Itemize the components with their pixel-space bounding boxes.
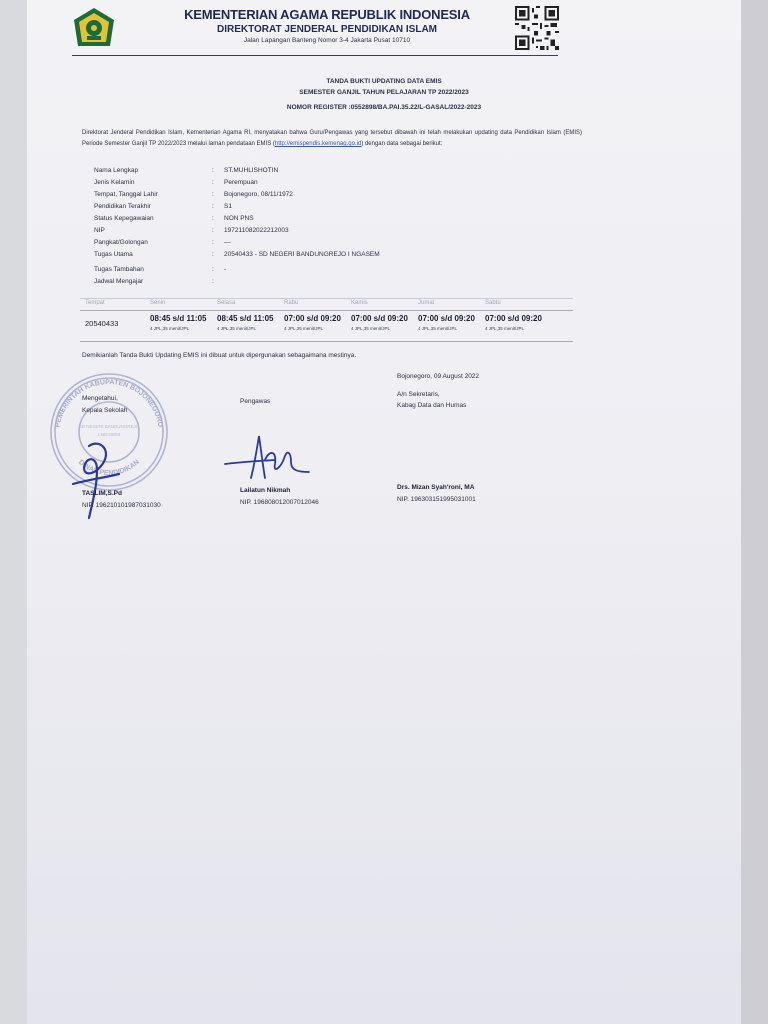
schedule-time: 07:00 s/d 09:20 — [351, 314, 408, 323]
schedule-data-row — [80, 310, 573, 342]
schedule-cell-sabtu — [485, 314, 542, 331]
field-value: 20540433 - SD NEGERI BANDUNGREJO I NGASEM — [224, 251, 380, 258]
field-separator: : — [212, 278, 214, 285]
schedule-cell-senin — [150, 314, 206, 331]
schedule-header-cell: Kamis — [351, 300, 368, 306]
schedule-header-cell: Rabu — [284, 300, 299, 306]
supervisor-nip: NIP. 196808012007012046 — [240, 499, 319, 506]
register-number: NOMOR REGISTER :0552898/BA.PAI.35.22/L-GASAL/2022-2023 — [286, 104, 482, 111]
svg-text:PEMERINTAH KABUPATEN BOJONEGOR: PEMERINTAH KABUPATEN BOJONEGORO — [54, 378, 164, 428]
supervisor-signature-icon — [221, 428, 321, 488]
official-name: Drs. Mizan Syah'roni, MA — [397, 484, 475, 491]
schedule-cell-selasa — [217, 314, 273, 331]
page-edge-left — [0, 0, 27, 1024]
secretary-on-behalf: A/n Sekretaris, — [397, 391, 440, 398]
principal-title: Kepala Sekolah — [82, 407, 128, 414]
svg-text:SD NEGERI BANDUNGREJO: SD NEGERI BANDUNGREJO — [78, 424, 140, 429]
secretary-title: Kabag Data dan Humas — [397, 402, 467, 409]
field-label: NIP — [94, 227, 105, 234]
schedule-jpl: 4 JPL,35 menit/JPL — [485, 326, 525, 331]
schedule-jpl: 4 JPL,35 menit/JPL — [351, 326, 391, 331]
field-value: - — [224, 266, 227, 273]
field-value: — — [224, 239, 231, 246]
field-label: Pendidikan Terakhir — [94, 203, 151, 210]
schedule-header-cell: Senin — [150, 300, 166, 306]
supervisor-title: Pengawas — [240, 398, 271, 405]
schedule-time: 07:00 s/d 09:20 — [485, 314, 542, 323]
ministry-address: Jalan Lapangan Banteng Nomor 3-4 Jakarta Pusat 10710 — [243, 37, 411, 44]
supervisor-name: Lailatun Nikmah — [240, 487, 291, 494]
field-label: Status Kepegawaian — [94, 215, 154, 222]
document-title: TANDA BUKTI UPDATING DATA EMIS — [326, 78, 442, 85]
schedule-cell-jumat — [418, 314, 475, 331]
document-semester: SEMESTER GANJIL TAHUN PELAJARAN TP 2022/2023 — [299, 89, 469, 96]
directorate-name: DIREKTORAT JENDERAL PENDIDIKAN ISLAM — [216, 24, 437, 35]
principal-name: TASLIM,S.Pd — [82, 490, 122, 497]
school-code-cell: 20540433 — [85, 319, 119, 328]
schedule-cell-kamis — [351, 314, 408, 331]
field-value: ST.MUHLISHOTIN — [224, 167, 279, 174]
emis-link[interactable]: http://emispendis.kemenag.go.id — [274, 141, 362, 147]
schedule-time: 07:00 s/d 09:20 — [284, 314, 341, 323]
schedule-header-cell: Sabtu — [485, 300, 501, 306]
ministry-name: KEMENTERIAN AGAMA REPUBLIK INDONESIA — [184, 7, 470, 22]
schedule-header-cell: Jumat — [418, 300, 435, 306]
header-divider — [72, 55, 558, 56]
field-label: Tugas Utama — [94, 251, 133, 258]
schedule-cell-rabu — [284, 314, 341, 331]
field-separator: : — [212, 203, 214, 210]
principal-acknowledgment: Mengetahui, — [82, 395, 118, 402]
field-separator: : — [212, 215, 214, 222]
qr-code-icon — [515, 6, 559, 50]
schedule-header-row — [80, 298, 573, 309]
official-nip: NIP. 196303151995031001 — [397, 496, 476, 503]
intro-text-end: ) dengan data sebagai berikut: — [361, 141, 443, 147]
field-value: NON PNS — [224, 215, 254, 222]
schedule-jpl: 4 JPL,35 menit/JPL — [217, 326, 257, 331]
schedule-jpl: 4 JPL,35 menit/JPL — [150, 326, 190, 331]
field-value: Bojonegoro, 08/11/1972 — [224, 191, 293, 198]
schedule-time: 07:00 s/d 09:20 — [418, 314, 475, 323]
kemenag-emblem-icon — [70, 6, 118, 54]
svg-text:DINAS PENDIDIKAN: DINAS PENDIDIKAN — [77, 458, 141, 477]
field-value: 197211082022212003 — [224, 227, 289, 234]
field-separator: : — [212, 251, 214, 258]
field-separator: : — [212, 239, 214, 246]
schedule-header-cell: Selasa — [217, 300, 236, 306]
field-separator: : — [212, 227, 214, 234]
schedule-jpl: 4 JPL,35 menit/JPL — [418, 326, 458, 331]
schedule-time: 08:45 s/d 11:05 — [150, 314, 207, 323]
schedule-header-cell: Tempat — [85, 300, 105, 306]
closing-statement: Demikianlah Tanda Bukti Updating EMIS ini dibuat untuk dipergunakan sebagaimana mestinya. — [82, 352, 357, 359]
field-label: Tugas Tambahan — [94, 266, 144, 273]
field-label: Jenis Kelamin — [94, 179, 135, 186]
schedule-time: 08:45 s/d 11:05 — [217, 314, 274, 323]
field-value: S1 — [224, 203, 232, 210]
field-separator: : — [212, 191, 214, 198]
principal-signature-icon — [67, 434, 127, 524]
svg-text:I NGASEM: I NGASEM — [97, 432, 121, 437]
page-edge-right — [741, 0, 768, 1024]
field-separator: : — [212, 266, 214, 273]
field-separator: : — [212, 179, 214, 186]
principal-nip: NIP. 196210101987031030 — [82, 502, 161, 509]
schedule-jpl: 4 JPL,35 menit/JPL — [284, 326, 324, 331]
field-label: Nama Lengkap — [94, 167, 139, 174]
field-label: Pangkat/Golongan — [94, 239, 148, 246]
field-separator: : — [212, 167, 214, 174]
intro-text-start: Direktorat Jenderal Pendidikan Islam, Kementerian Agama RI, menyatakan bahwa Guru/Pengawas yang tersebut dibawah ini telah melakukan updating data Pendidikan Islam (EMIS) Periode Semester Ganjil TP 2022/2023 melalui laman pendataan EMIS ( — [82, 130, 582, 147]
intro-paragraph — [82, 128, 582, 150]
field-label: Tempat, Tanggal Lahir — [94, 191, 158, 198]
place-and-date: Bojonegoro, 09 August 2022 — [397, 373, 480, 380]
field-label: Jadwal Mengajar — [94, 278, 144, 285]
document-page — [27, 0, 741, 1024]
field-value: Perempuan — [224, 179, 258, 186]
